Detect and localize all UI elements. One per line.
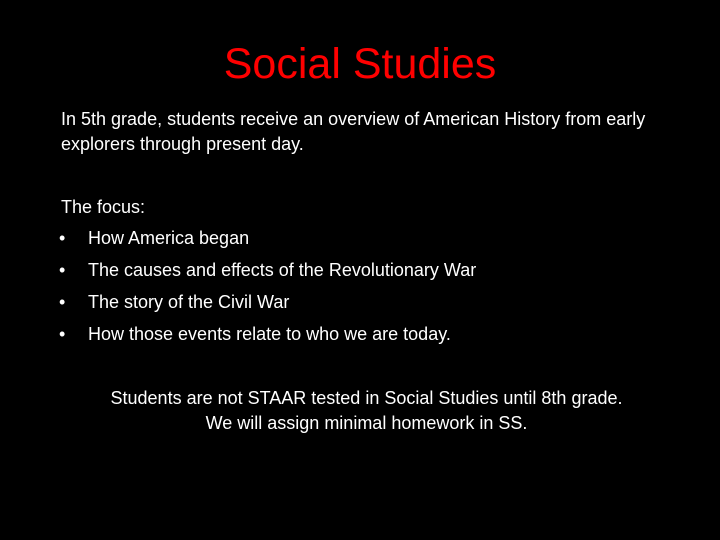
focus-label: The focus: <box>61 197 146 217</box>
list-item-text: How those events relate to who we are today. <box>88 324 451 344</box>
list-item-text: The story of the Civil War <box>88 292 290 312</box>
focus-list <box>57 226 476 354</box>
footer-note <box>0 386 720 436</box>
footer-line: Students are not STAAR tested in Social Studies until 8th grade. <box>110 388 623 408</box>
list-item <box>57 226 476 258</box>
footer-line: We will assign minimal homework in SS. <box>205 413 528 433</box>
bullet-icon: • <box>59 228 66 248</box>
bullet-icon: • <box>59 292 66 312</box>
list-item <box>57 258 476 290</box>
bullet-icon: • <box>59 324 66 344</box>
intro-paragraph: In 5th grade, students receive an overview of American History from early explorers through present day. <box>61 109 646 154</box>
list-item-text: How America began <box>88 228 250 248</box>
list-item-text: The causes and effects of the Revolutionary War <box>88 260 477 280</box>
list-item <box>57 290 476 322</box>
list-item <box>57 322 476 354</box>
slide-title: Social Studies <box>223 40 497 88</box>
bullet-icon: • <box>59 260 66 280</box>
